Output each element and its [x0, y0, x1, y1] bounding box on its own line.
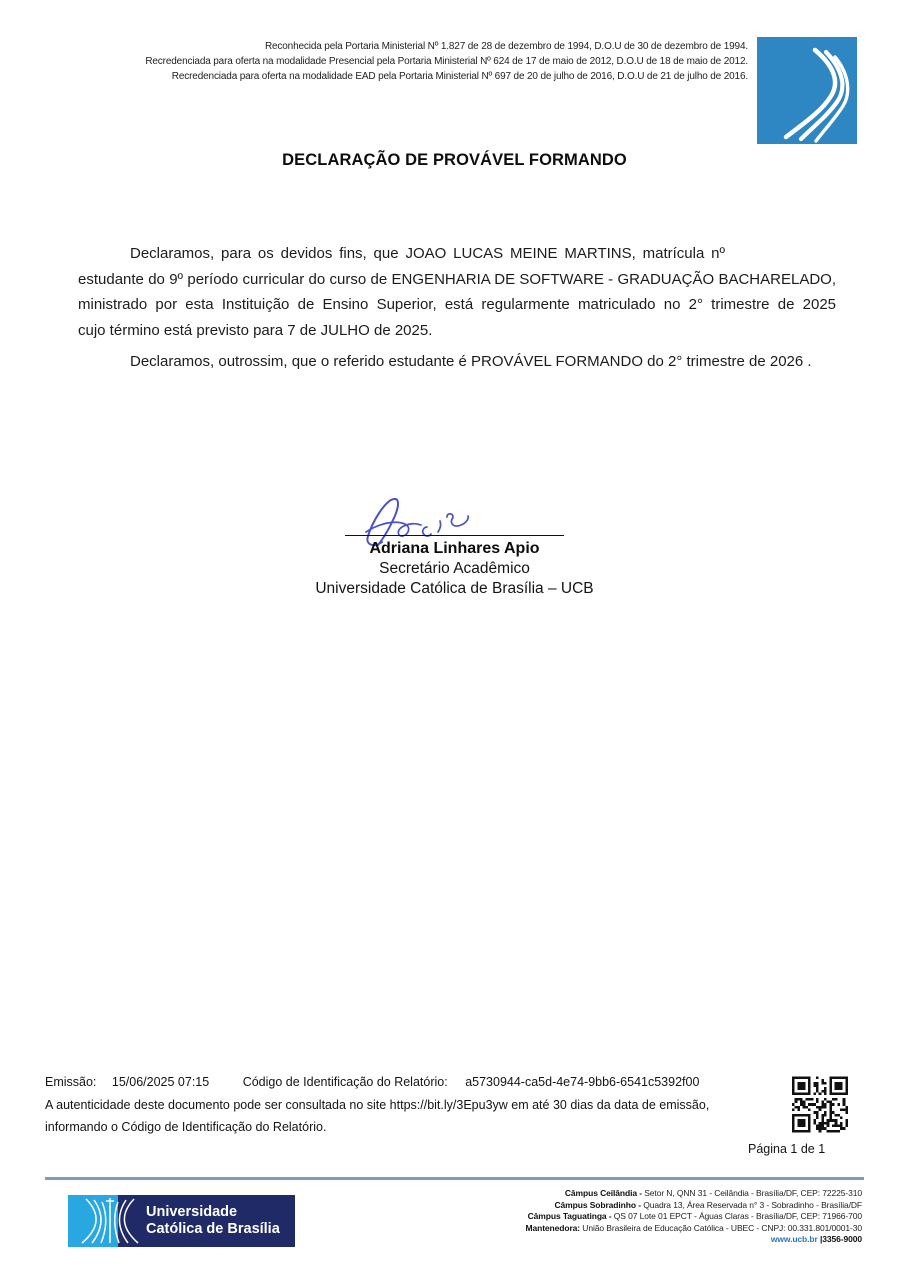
body-paragraph1-line2: estudante do 9º período curricular do curso de ENGENHARIA DE SOFTWARE - GRADUAÇÃO BACHARELADO,: [78, 270, 836, 288]
signer-institution: Universidade Católica de Brasília – UCB: [315, 580, 594, 597]
campus-label: Câmpus Sobradinho -: [554, 1199, 644, 1210]
body-paragraph1-line3: ministrado por esta Instituição de Ensino Superior, está regularmente matriculado no 2° trimestre de 2025: [78, 296, 836, 313]
accreditation-line: Recredenciada para oferta na modalidade EAD pela Portaria Ministerial Nº 697 de 20 de julho de 2016, D.O.U de 21 de julho de 2016.: [171, 71, 748, 82]
report-code-label: Código de Identificação do Relatório:: [242, 1075, 448, 1089]
website-line: [526, 1234, 863, 1246]
mantenedora-text: União Brasileira de Educação Católica - UBEC - CNPJ: 00.331.801/0001-30: [582, 1222, 862, 1233]
declaration-body: [78, 241, 836, 375]
ucb-swoosh-logo: [757, 37, 857, 144]
accreditation-line: Recredenciada para oferta na modalidade Presencial pela Portaria Ministerial Nº 624 de 17 de maio de 2012, D.O.U de 18 de maio de 2012.: [145, 56, 748, 67]
body-paragraph1-line4: cujo término está previsto para 7 de JULHO de 2025.: [78, 321, 433, 339]
mantenedora-label: Mantenedora:: [525, 1222, 583, 1233]
signer-role: Secretário Acadêmico: [379, 560, 530, 577]
qr-code: [792, 1076, 848, 1133]
page-number: Página 1 de 1: [748, 1142, 826, 1156]
accreditation-line: Reconhecida pela Portaria Ministerial Nº 1.827 de 28 de dezembro de 1994, D.O.U de 30 de dezembro de 1994.: [264, 41, 748, 52]
footer-addresses: [526, 1188, 863, 1246]
emission-label: Emissão:: [45, 1075, 97, 1089]
address-line: [526, 1211, 863, 1223]
ucb-footer-logo: [68, 1195, 295, 1247]
signature-block: [0, 492, 909, 612]
document-title: DECLARAÇÃO DE PROVÁVEL FORMANDO: [282, 151, 627, 169]
swoosh-icon: [757, 37, 857, 144]
emission-row: [45, 1071, 785, 1094]
phone-number: |3356-9000: [819, 1234, 862, 1245]
footer-divider: [45, 1177, 864, 1180]
accreditation-header: [145, 39, 748, 84]
footer-logo-text-line1: Universidade: [146, 1203, 238, 1220]
signer-name: Adriana Linhares Apio: [369, 540, 540, 557]
campus-address: Setor N, QNN 31 - Ceilândia - Brasília/DF, CEP: 72225-310: [644, 1188, 862, 1198]
authenticity-line1: A autenticidade deste documento pode ser consultada no site https://bit.ly/3Epu3yw em até 30 dias da data de emissão,: [45, 1097, 710, 1112]
website-link[interactable]: www.ucb.br: [770, 1234, 818, 1245]
footer-logo-text-line2: Católica de Brasília: [146, 1221, 280, 1237]
address-line: [526, 1223, 863, 1235]
address-line: [526, 1200, 863, 1212]
campus-address: Quadra 13, Área Reservada n° 3 - Sobradinho - Brasília/DF: [643, 1199, 862, 1210]
emission-datetime: 15/06/2025 07:15: [111, 1075, 210, 1089]
campus-address: QS 07 Lote 01 EPCT - Águas Claras - Brasília/DF, CEP: 71966-700: [613, 1211, 862, 1222]
emission-info: [45, 1071, 785, 1139]
campus-label: Câmpus Taguatinga -: [527, 1211, 614, 1222]
report-code: a5730944-ca5d-4e74-9bb6-6541c5392f00: [465, 1075, 700, 1089]
campus-label: Câmpus Ceilândia -: [564, 1188, 645, 1198]
body-paragraph2: Declaramos, outrossim, que o referido estudante é PROVÁVEL FORMANDO do 2° trimestre de 2026 .: [130, 353, 812, 370]
cathedral-icon: [74, 1197, 146, 1245]
authenticity-line2: informando o Código de Identificação do Relatório.: [45, 1120, 327, 1134]
address-line: [526, 1188, 863, 1200]
signature-line: [345, 535, 564, 536]
body-paragraph1-line1: Declaramos, para os devidos fins, que JOAO LUCAS MEINE MARTINS, matrícula nº: [130, 245, 725, 262]
